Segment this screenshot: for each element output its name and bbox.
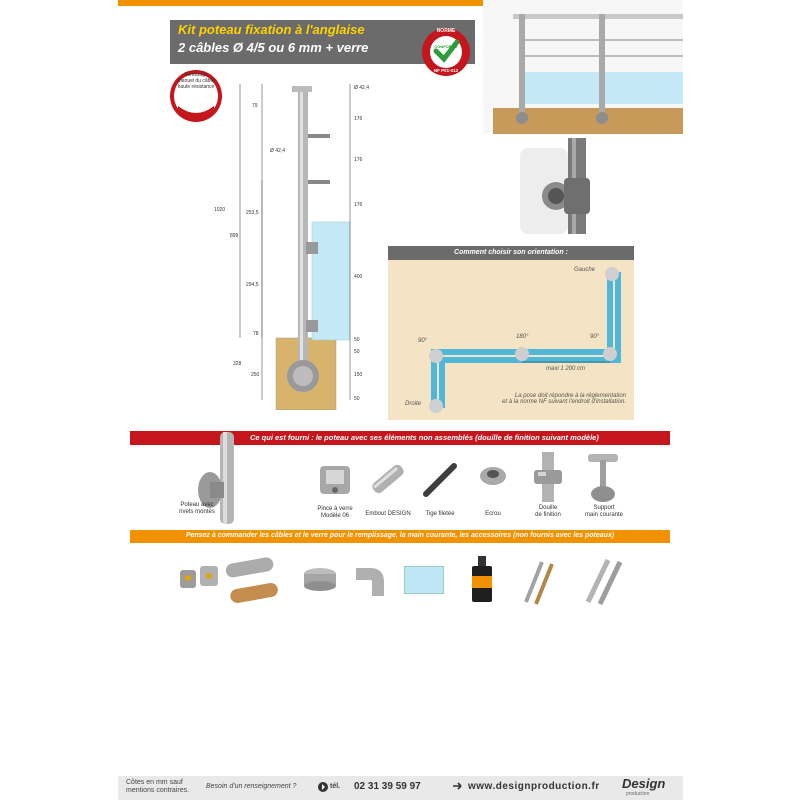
elbow-connector-image (350, 560, 396, 600)
nut-image (478, 464, 508, 488)
badge-top-text: NORME (436, 28, 456, 34)
page-subtitle: 2 câbles Ø 4/5 ou 6 mm + verre (178, 40, 369, 55)
supplied-item-4-line1: Tige filetée (425, 511, 455, 517)
design-end-cap-image (366, 460, 410, 498)
orientation-heading: Comment choisir son orientation : (388, 246, 634, 260)
dim-right-1: 176 (354, 116, 363, 122)
angle-180: 180° (516, 334, 529, 340)
sertissage-line3: haute résistance (177, 84, 215, 90)
supplied-item-7-line1: Support (593, 505, 615, 511)
sertissage-line1: Sertissage (184, 72, 208, 78)
phone-label: tél. (330, 783, 341, 790)
orientation-note (466, 393, 626, 405)
dim-right-2: 176 (354, 157, 363, 163)
dim-right-6: 50 (354, 349, 360, 355)
phone-number[interactable]: 02 31 39 59 97 (354, 781, 421, 792)
pointing-hand-icon (452, 780, 466, 792)
badge-bottom-text: NF P01-012 (433, 68, 459, 73)
supplied-band-text: Ce qui est fourni : le poteau avec ses éléments non assemblés (douille de finition suivant modèle) (250, 433, 599, 442)
finishing-sleeve-image (530, 452, 566, 502)
dim-left-7: 328 (233, 361, 242, 367)
maxi-length: maxi 1 200 cm (546, 366, 586, 372)
supplied-item-2-line2: Modèle 06 (320, 513, 350, 519)
orientation-gauche: Gauche (574, 267, 596, 273)
end-cap-accessory-image (300, 562, 340, 592)
dim-right-5: 50 (354, 337, 360, 343)
dim-left-6: 78 (253, 331, 259, 337)
supplied-item-5-line1: Ecrou (485, 511, 501, 517)
handrail-support-image (584, 450, 626, 506)
sertissage-line4: 8 à 18 kN (182, 92, 210, 98)
dim-right-8: 50 (354, 396, 360, 402)
dim-diameter-mid: Ø 42,4 (270, 148, 286, 154)
dim-left-5: 294,5 (246, 282, 259, 288)
supplied-caption-1 (172, 502, 222, 516)
sertissage-line2: manuel du câble (177, 78, 215, 84)
supplied-caption-5 (472, 511, 514, 518)
glass-clamp-image (316, 460, 354, 498)
angle-90-left: 90° (418, 338, 428, 344)
supplied-item-1-line1: Poteau avec (180, 502, 214, 508)
supplied-item-1-line2: rivets montés (179, 509, 215, 515)
cotes-note-line2: mentions contraires. (126, 787, 190, 794)
cotes-note-line1: Côtes en mm sauf (126, 779, 183, 786)
wooden-handrail-image (222, 552, 284, 610)
supplied-item-2-line1: Pince à verre (317, 506, 353, 512)
post-technical-drawing (200, 80, 370, 410)
badge-middle-text: CONFORME (434, 44, 458, 49)
page-title: Kit poteau fixation à l'anglaise (178, 22, 365, 37)
dim-right-7: 150 (354, 372, 363, 378)
phone-arrow-icon (318, 782, 328, 792)
threaded-rod-image (420, 460, 460, 500)
dim-left-1: 79 (252, 103, 258, 109)
supplied-item-6-line2: de finition (535, 512, 561, 518)
supplied-caption-6 (526, 505, 570, 519)
anchor-bolts-image (580, 556, 626, 606)
dim-right-3: 176 (354, 202, 363, 208)
supplied-caption-7 (578, 505, 630, 519)
orientation-note-line1: La pose doit répondre à la réglementation (514, 393, 626, 399)
supplied-item-7-line2: main courante (584, 512, 624, 518)
cable-fittings-image (176, 556, 224, 596)
brand-sub: production (626, 791, 650, 797)
orientation-note-line2: et à la norme NF suivant l'endroit d'installation. (502, 399, 626, 405)
bracket-photo (520, 138, 600, 234)
dim-left-4: 253,5 (246, 210, 259, 216)
glass-panel-image (404, 566, 444, 594)
orientation-droite: Droite (405, 401, 422, 407)
dim-left-8: 250 (251, 372, 260, 378)
brand-logo: Design (622, 776, 666, 791)
supplied-caption-4 (414, 511, 466, 518)
dim-diameter-top: Ø 42,4 (354, 85, 370, 91)
dim-left-2: 1020 (214, 207, 226, 213)
supplied-caption-3 (356, 511, 420, 518)
railing-photo (483, 0, 683, 134)
order-band-text: Pensez à commander les câbles et le verre pour le remplissage, la main courante, les accessoires (non fournis avec les poteaux) (185, 532, 615, 539)
dim-right-4: 400 (354, 274, 363, 280)
dim-left-3: 899 (230, 233, 239, 239)
cotes-note (126, 779, 189, 795)
supplied-item-6-line1: Douille (538, 505, 558, 511)
glue-bottle-image (468, 556, 496, 604)
supplied-item-3-line1: Embout DESIGN (365, 511, 411, 517)
angle-90-right: 90° (590, 334, 600, 340)
drill-bits-image (518, 558, 558, 606)
footer-question: Besoin d'un renseignement ? (206, 783, 297, 790)
website-link[interactable]: www.designproduction.fr (468, 781, 600, 792)
